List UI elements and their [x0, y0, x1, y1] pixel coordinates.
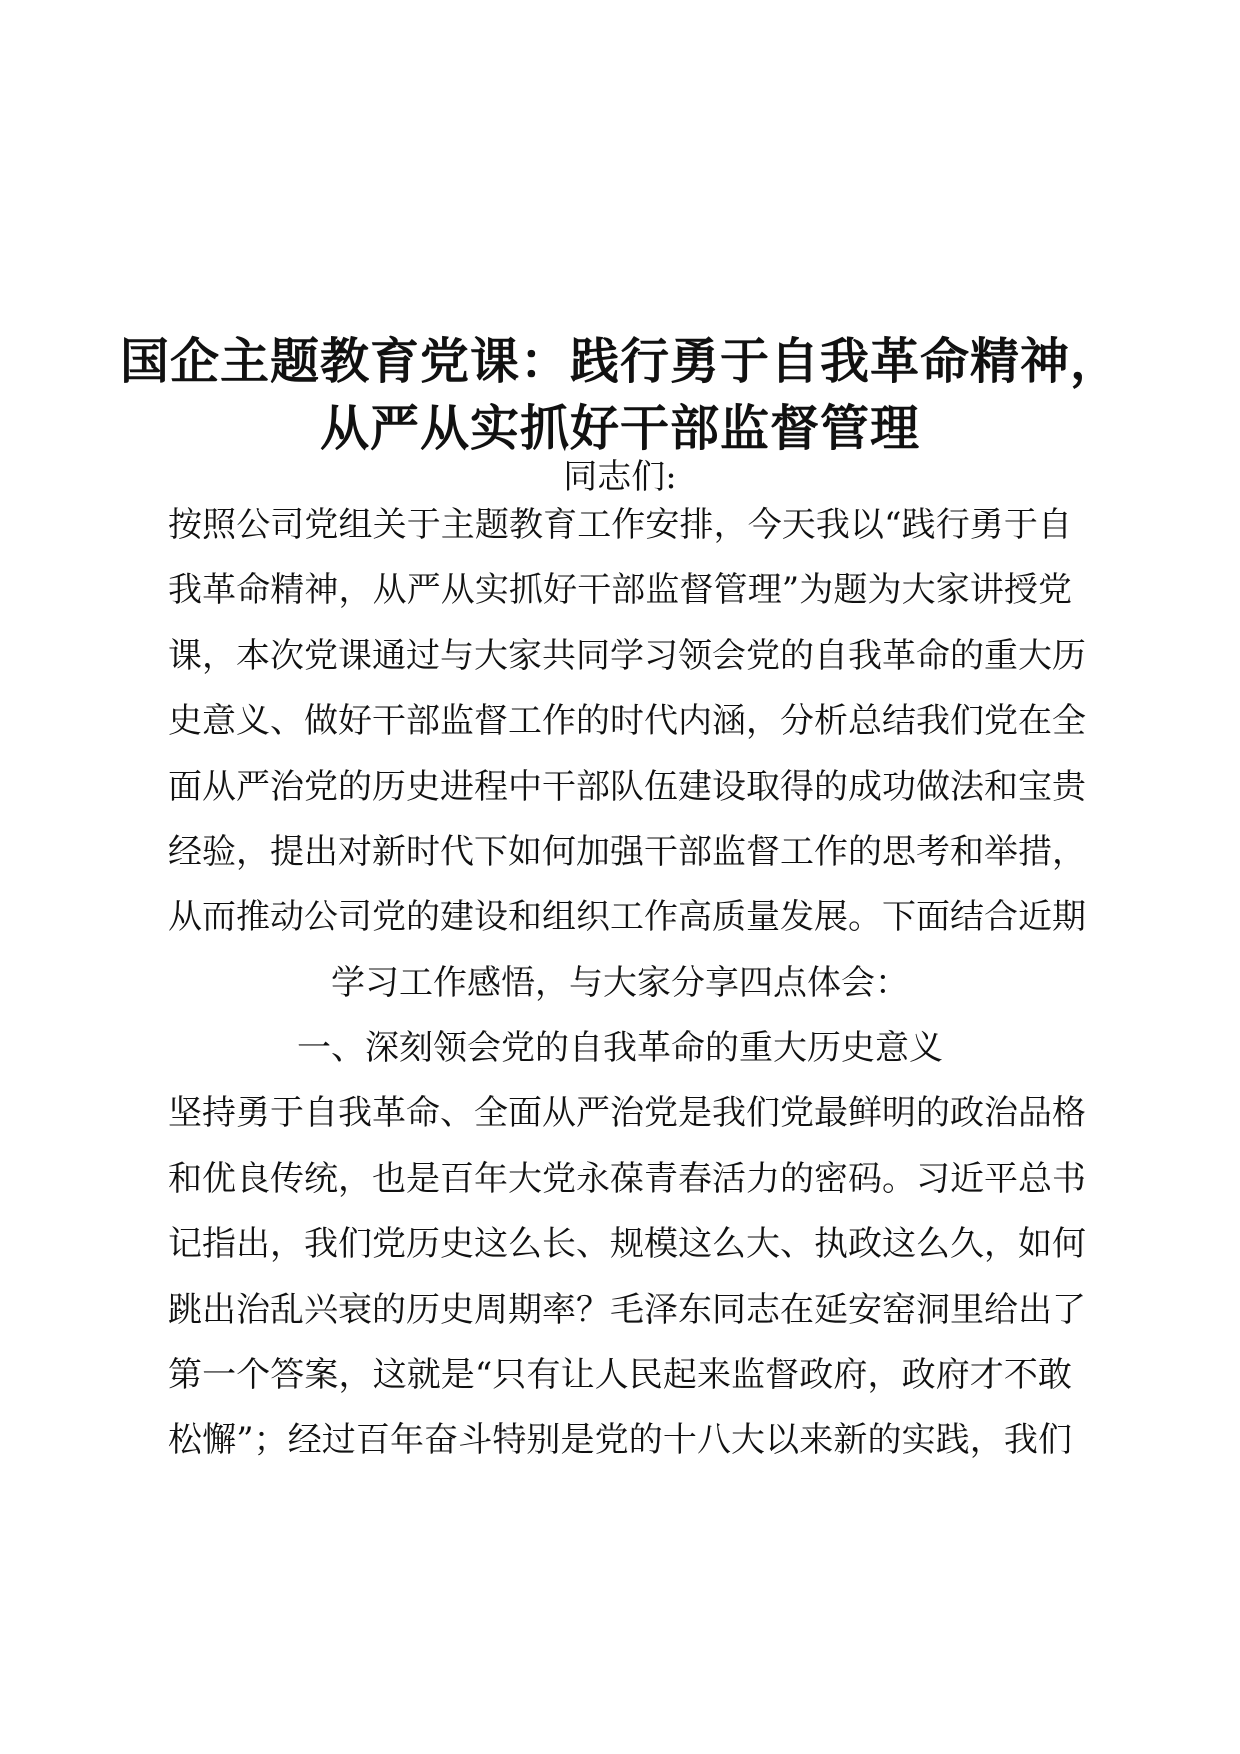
document-title-line-1: 国企主题教育党课：践行勇于自我革命精神，	[119, 333, 1120, 390]
salutation: 同志们:	[563, 457, 677, 497]
intro-line: 课，本次党课通过与大家共同学习领会党的自我革命的重大历	[168, 636, 1086, 676]
section-line: 和优良传统，也是百年大党永葆青春活力的密码。习近平总书	[168, 1159, 1086, 1199]
section-line: 第一个答案，这就是“只有让人民起来监督政府，政府才不敢	[168, 1355, 1072, 1395]
intro-line: 我革命精神，从严从实抓好干部监督管理”为题为大家讲授党	[168, 570, 1072, 610]
intro-line: 史意义、做好干部监督工作的时代内涵，分析总结我们党在全	[168, 701, 1086, 741]
section-line: 跳出治乱兴衰的历史周期率？毛泽东同志在延安窑洞里给出了	[168, 1290, 1086, 1330]
intro-line-last: 学习工作感悟，与大家分享四点体会：	[331, 963, 909, 1003]
intro-line: 从而推动公司党的建设和组织工作高质量发展。下面结合近期	[168, 897, 1086, 937]
intro-line: 面从严治党的历史进程中干部队伍建设取得的成功做法和宝贵	[168, 767, 1086, 807]
section-heading: 一、深刻领会党的自我革命的重大历史意义	[297, 1028, 943, 1068]
section-line: 坚持勇于自我革命、全面从严治党是我们党最鲜明的政治品格	[168, 1093, 1086, 1133]
document-title-line-2: 从严从实抓好干部监督管理	[319, 400, 920, 457]
section-line: 记指出，我们党历史这么长、规模这么大、执政这么久，如何	[168, 1224, 1086, 1264]
intro-line: 按照公司党组关于主题教育工作安排，今天我以“践行勇于自	[168, 505, 1072, 545]
section-line: 松懈”；经过百年奋斗特别是党的十八大以来新的实践，我们	[168, 1420, 1072, 1460]
intro-line: 经验，提出对新时代下如何加强干部监督工作的思考和举措，	[168, 832, 1086, 872]
